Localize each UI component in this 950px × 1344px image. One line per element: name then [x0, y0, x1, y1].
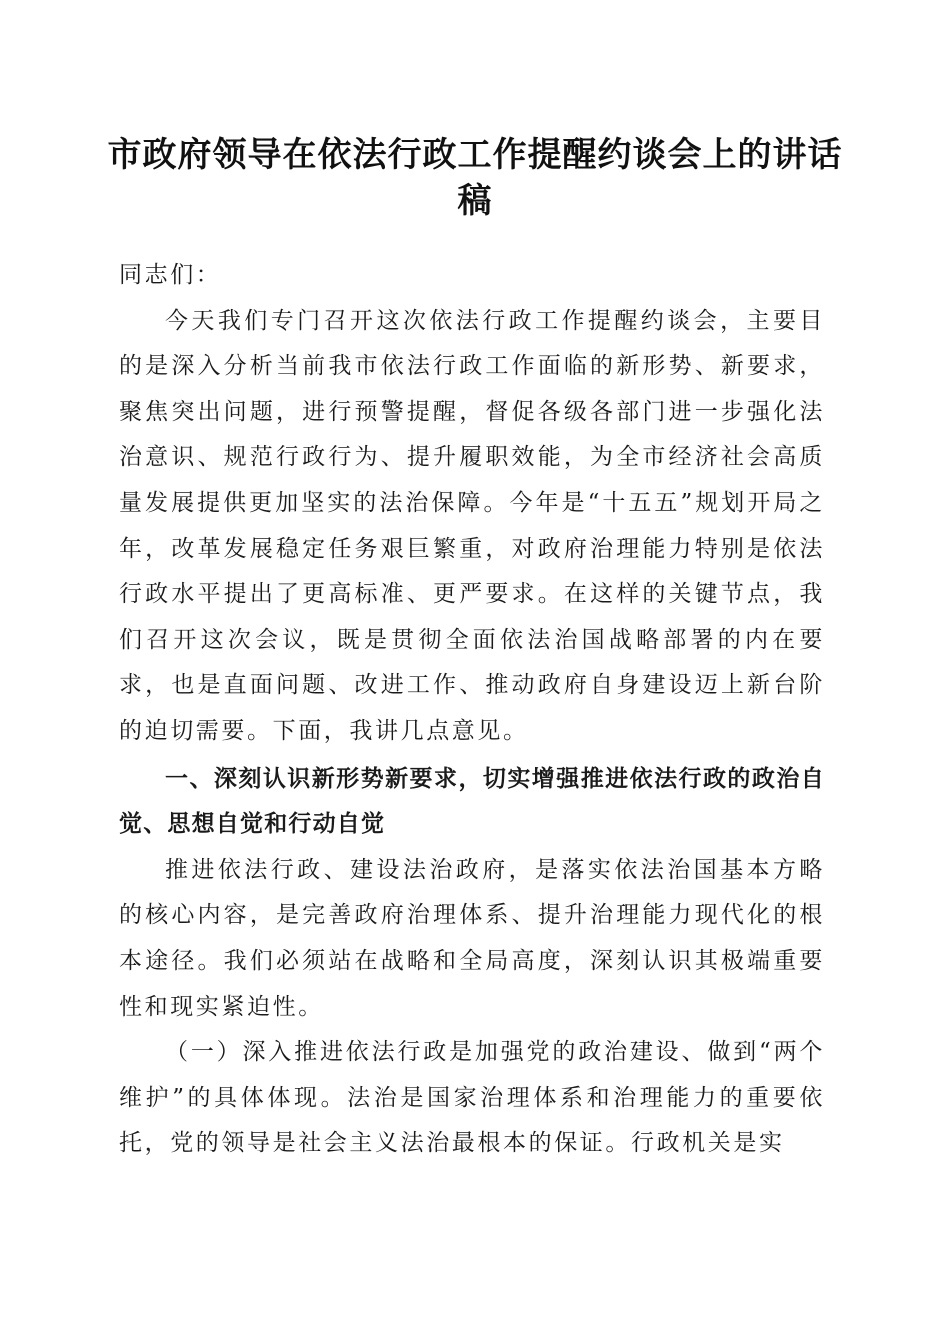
section-heading-1: 一、深刻认识新形势新要求，切实增强推进依法行政的政治自觉、思想自觉和行动自觉	[119, 765, 825, 838]
document-body	[119, 253, 825, 1167]
section-1-paragraph: 推进依法行政、建设法治政府，是落实依法治国基本方略的核心内容，是完善政府治理体系、提升治理能力现代化的根本途径。我们必须站在战略和全局高度，深刻认识其极端重要性和现实紧迫性。	[119, 856, 825, 1020]
subsection-1-paragraph: （一）深入推进依法行政是加强党的政治建设、做到“两个维护”的具体体现。法治是国家治理体系和治理能力的重要依托，党的领导是社会主义法治最根本的保证。行政机关是实	[119, 1039, 825, 1157]
document-title: 市政府领导在依法行政工作提醒约谈会上的讲话稿	[107, 135, 843, 221]
intro-paragraph: 今天我们专门召开这次依法行政工作提醒约谈会，主要目的是深入分析当前我市依法行政工作面临的新形势、新要求，聚焦突出问题，进行预警提醒，督促各级各部门进一步强化法治意识、规范行政行为、提升履职效能，为全市经济社会高质量发展提供更加坚实的法治保障。今年是“十五五”规划开局之年，改革发展稳定任务艰巨繁重，对政府治理能力特别是依法行政水平提出了更高标准、更严要求。在这样的关键节点，我们召开这次会议，既是贯彻全面依法治国战略部署的内在要求，也是直面问题、改进工作、推动政府自身建设迈上新台阶的迫切需要。下面，我讲几点意见。	[119, 307, 825, 744]
salutation: 同志们：	[119, 262, 222, 288]
